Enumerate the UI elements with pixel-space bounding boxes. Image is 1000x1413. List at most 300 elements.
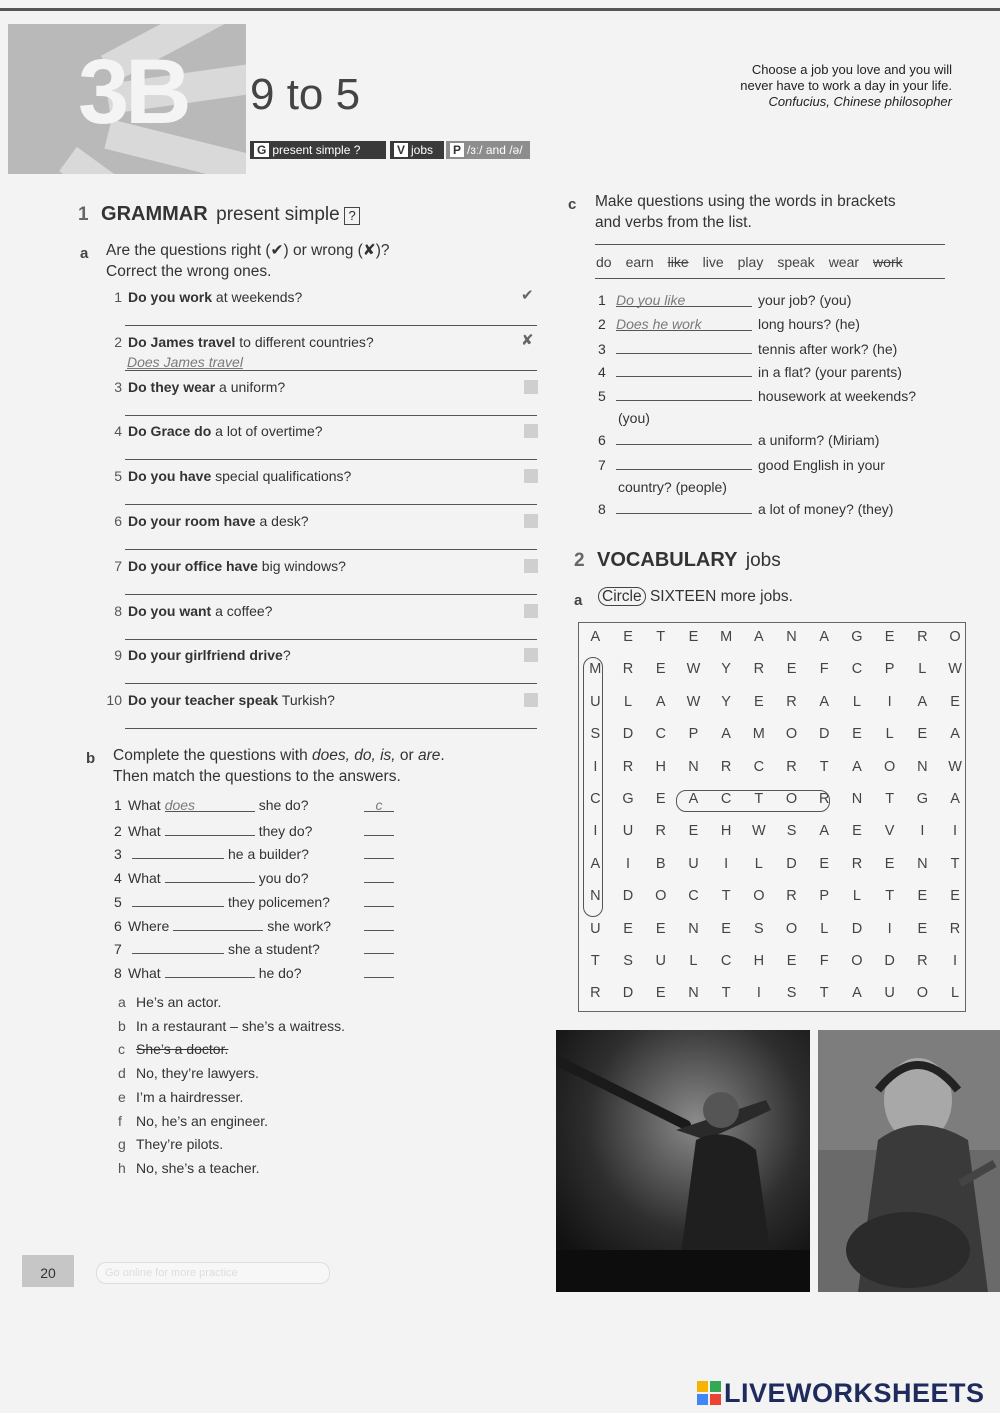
option-letter: d <box>118 1065 126 1082</box>
handwritten-answer: Does he work <box>616 316 702 332</box>
grid-letter[interactable]: R <box>720 758 732 775</box>
option-letter: h <box>118 1159 126 1176</box>
question-item <box>598 339 897 357</box>
grid-letter[interactable]: L <box>852 693 861 710</box>
exercise-1a-instructions: Are the questions right (✔) or wrong (✘)? Correct the wrong ones. <box>106 242 390 280</box>
question-item <box>114 892 330 910</box>
grid-letter[interactable]: A <box>852 758 862 775</box>
grid-letter[interactable]: R <box>655 823 666 840</box>
answer-line[interactable] <box>125 370 537 371</box>
section1-heading <box>78 203 360 226</box>
grid-letter[interactable]: E <box>884 629 895 645</box>
unit-number: 3B <box>78 41 188 143</box>
grid-letter[interactable]: E <box>950 888 960 905</box>
grid-letter[interactable]: E <box>688 823 699 840</box>
grid-letter[interactable]: E <box>655 661 666 678</box>
checkbox[interactable] <box>524 559 538 573</box>
grid-letter[interactable]: D <box>786 855 797 872</box>
checkbox[interactable] <box>524 424 538 438</box>
handwritten-answer: Do you like <box>616 292 686 308</box>
exercise-1c-instructions: Make questions using the words in brackets and verbs from the list. <box>595 193 896 231</box>
match-blank[interactable] <box>364 821 394 836</box>
grid-letter[interactable]: E <box>917 888 928 905</box>
item-number: 6 <box>598 432 606 448</box>
match-blank[interactable] <box>364 963 394 978</box>
grid-letter[interactable]: T <box>656 629 666 645</box>
question-item <box>598 386 916 404</box>
grid-letter[interactable]: E <box>623 920 633 937</box>
grid-letter[interactable]: O <box>949 629 961 645</box>
grid-letter[interactable]: N <box>786 629 797 645</box>
grid-letter[interactable]: N <box>688 758 699 775</box>
grid-letter[interactable]: Y <box>721 661 731 678</box>
grid-letter[interactable]: C <box>851 661 863 678</box>
grid-letter[interactable]: D <box>884 953 895 969</box>
grid-letter[interactable]: E <box>852 726 862 743</box>
option-text: He’s an actor. <box>136 994 222 1010</box>
answer-option <box>118 1089 243 1105</box>
question-item <box>114 939 320 957</box>
question-end: they policemen? <box>228 893 330 910</box>
option-letter: f <box>118 1112 122 1129</box>
verb-word: live <box>702 254 724 270</box>
grid-letter[interactable]: W <box>752 823 766 840</box>
option-letter: a <box>118 994 126 1010</box>
question-rest: a coffee? <box>211 602 273 619</box>
grid-letter[interactable]: R <box>917 629 928 645</box>
verb-word: play <box>737 254 764 270</box>
grid-letter[interactable]: I <box>593 758 598 775</box>
answer-option <box>118 1018 345 1034</box>
grid-letter[interactable]: S <box>754 920 764 937</box>
grid-letter[interactable]: A <box>950 726 960 743</box>
question-end: she do? <box>258 797 309 813</box>
question-continuation: (you) <box>618 410 650 426</box>
grid-letter[interactable]: E <box>786 953 797 969</box>
question-rest: long hours? (he) <box>758 316 860 332</box>
option-text: They’re pilots. <box>136 1136 224 1153</box>
exercise-letter: a <box>80 245 89 262</box>
grid-letter[interactable]: H <box>753 953 765 969</box>
answer-blank[interactable] <box>616 455 752 470</box>
answer-blank[interactable] <box>616 430 752 445</box>
grid-letter[interactable]: E <box>721 920 731 937</box>
answer-blank[interactable] <box>616 316 752 331</box>
question-item <box>598 316 860 332</box>
grid-letter[interactable]: L <box>918 661 927 678</box>
question-rest: a desk? <box>255 513 309 529</box>
grid-letter[interactable]: P <box>688 726 699 743</box>
grid-letter[interactable]: A <box>655 693 666 710</box>
grid-letter[interactable]: L <box>623 693 633 710</box>
answer-blank[interactable] <box>616 292 752 307</box>
grid-letter[interactable]: E <box>786 661 797 678</box>
grid-letter[interactable]: Y <box>721 693 731 710</box>
grid-letter[interactable]: L <box>950 985 960 1002</box>
verb-word: work <box>873 254 903 270</box>
grid-letter[interactable]: S <box>786 823 797 840</box>
grid-letter[interactable]: G <box>851 629 863 645</box>
question-end: you do? <box>258 870 309 887</box>
question-bold-part: Do your teacher speak <box>128 692 279 709</box>
grid-letter[interactable]: A <box>819 823 830 840</box>
answer-line[interactable] <box>125 639 537 640</box>
mark-icon: ✘ <box>521 331 534 349</box>
grid-letter[interactable]: C <box>688 888 699 905</box>
grid-letter[interactable]: V <box>884 823 895 840</box>
item-number: 7 <box>114 941 122 958</box>
item-number: 5 <box>114 468 122 485</box>
grid-letter[interactable]: O <box>851 953 863 969</box>
item-number: 9 <box>114 647 122 664</box>
tag-vocabulary: V jobs <box>390 141 444 159</box>
section-title: VOCABULARY <box>597 549 738 571</box>
grid-letter[interactable]: T <box>721 888 731 905</box>
grid-letter[interactable]: O <box>916 985 928 1002</box>
question-start: What <box>128 964 161 981</box>
answer-line[interactable] <box>125 504 537 505</box>
grid-letter[interactable]: H <box>720 823 732 840</box>
grid-letter[interactable]: C <box>720 953 732 969</box>
question-bold-part: Do you want <box>128 602 212 619</box>
answer-blank[interactable] <box>616 499 752 514</box>
answer-blank[interactable] <box>132 892 224 907</box>
grid-letter[interactable]: C <box>590 791 601 807</box>
answer-blank[interactable] <box>165 868 255 883</box>
answer-circle-musician <box>583 657 603 917</box>
grid-letter[interactable]: D <box>818 726 830 743</box>
checkbox[interactable] <box>524 469 538 483</box>
option-letter: g <box>118 1136 126 1153</box>
question-item <box>598 499 893 517</box>
checkbox[interactable] <box>524 604 538 618</box>
grid-letter[interactable]: U <box>590 920 601 937</box>
question-item <box>114 821 312 839</box>
grid-letter[interactable]: O <box>884 758 896 775</box>
grid-letter[interactable]: R <box>949 920 961 937</box>
item-number: 6 <box>114 917 122 934</box>
question-item <box>114 844 309 862</box>
answer-line[interactable] <box>125 325 537 326</box>
exercise-letter: a <box>574 592 583 609</box>
grid-letter[interactable]: N <box>917 855 928 872</box>
mark-icon: ✔ <box>521 287 534 304</box>
item-number: 5 <box>114 893 122 910</box>
grid-letter[interactable]: O <box>785 726 798 743</box>
grid-letter[interactable]: A <box>917 693 928 710</box>
grid-letter[interactable]: O <box>753 888 765 905</box>
grid-letter[interactable]: A <box>819 629 830 645</box>
answer-blank[interactable] <box>616 386 752 401</box>
match-blank[interactable] <box>364 939 394 954</box>
tag-grammar: G present simple ? <box>250 141 386 159</box>
verb-word: wear <box>828 254 860 270</box>
top-rule <box>0 8 1000 11</box>
answer-blank[interactable] <box>165 963 255 978</box>
question-continuation: country? (people) <box>618 479 727 495</box>
grid-letter[interactable]: M <box>720 629 733 645</box>
grid-letter[interactable]: U <box>622 823 634 840</box>
grid-letter[interactable]: N <box>917 758 928 775</box>
grid-letter[interactable]: E <box>819 855 830 872</box>
grid-letter[interactable]: T <box>950 855 960 872</box>
grid-letter[interactable]: D <box>622 888 634 905</box>
question-start: What <box>128 797 161 813</box>
exercise-1b-instructions: Complete the questions with does, do, is, or are. Then match the questions to the answers. <box>113 747 445 785</box>
answer-circle-actor <box>676 790 830 812</box>
question-item <box>100 647 291 663</box>
checkbox[interactable] <box>524 648 538 662</box>
verb-list <box>596 254 917 270</box>
grid-letter[interactable]: O <box>785 920 798 937</box>
grid-letter[interactable]: C <box>655 726 666 743</box>
question-start: What <box>128 822 161 839</box>
grid-letter[interactable]: E <box>688 629 699 645</box>
question-end: they do? <box>258 822 313 839</box>
grid-letter[interactable]: P <box>819 888 830 905</box>
verb-word: like <box>667 254 689 270</box>
section2-heading <box>574 549 781 572</box>
grid-letter[interactable]: A <box>721 726 731 743</box>
answer-line[interactable] <box>125 683 537 684</box>
grid-letter[interactable]: T <box>754 791 764 807</box>
answer-blank[interactable] <box>173 916 263 931</box>
grid-letter[interactable]: C <box>753 758 765 775</box>
grid-letter[interactable]: A <box>852 985 862 1002</box>
handwritten-answer: does <box>164 797 196 813</box>
question-rest: a lot of overtime? <box>211 423 323 440</box>
grid-letter[interactable]: H <box>655 758 666 775</box>
grid-letter[interactable]: W <box>686 693 701 710</box>
grid-letter[interactable]: I <box>724 855 729 872</box>
grid-letter[interactable]: R <box>590 985 601 1002</box>
exercise-2a-instructions: Circle SIXTEEN more jobs. <box>598 586 793 607</box>
item-number: 6 <box>114 513 122 529</box>
question-item <box>598 362 902 380</box>
grid-letter[interactable]: A <box>688 791 699 807</box>
grid-letter[interactable]: R <box>851 855 863 872</box>
grid-letter[interactable]: E <box>623 629 633 645</box>
grid-letter[interactable]: A <box>819 693 830 710</box>
section-number: 2 <box>574 550 585 571</box>
liveworksheets-logo-icon <box>697 1381 721 1405</box>
option-text: No, she’s a teacher. <box>136 1159 260 1176</box>
grid-letter[interactable]: I <box>920 823 925 840</box>
grid-letter[interactable]: I <box>887 693 892 710</box>
grid-letter[interactable]: M <box>589 661 602 678</box>
item-number: 3 <box>114 378 122 395</box>
answer-blank[interactable] <box>132 939 224 954</box>
grid-letter[interactable]: T <box>885 888 895 905</box>
grid-letter[interactable]: E <box>655 920 666 937</box>
answer-blank[interactable] <box>616 339 752 354</box>
question-bold-part: Do your office have <box>128 557 258 574</box>
grid-letter[interactable]: I <box>953 823 958 840</box>
grid-letter[interactable]: A <box>950 791 960 807</box>
question-item <box>100 423 323 439</box>
item-number: 4 <box>114 423 122 440</box>
question-end: he a builder? <box>228 846 309 863</box>
grid-letter[interactable]: N <box>688 920 699 937</box>
grid-letter[interactable]: U <box>590 693 601 710</box>
grid-letter[interactable]: L <box>852 888 861 905</box>
answer-line[interactable] <box>125 728 537 729</box>
question-rest: big windows? <box>257 557 346 574</box>
question-bold-part: Do James travel <box>128 333 236 350</box>
grid-letter[interactable]: E <box>884 855 895 872</box>
grid-letter[interactable]: S <box>623 953 633 969</box>
exercise-letter: c <box>568 196 577 213</box>
answer-blank[interactable] <box>165 797 255 812</box>
answer-option <box>118 1136 223 1152</box>
grid-letter[interactable]: F <box>819 661 829 678</box>
grid-letter[interactable]: D <box>622 985 634 1002</box>
grid-letter[interactable]: R <box>622 758 634 775</box>
question-rest: a uniform? <box>215 378 286 395</box>
answer-blank[interactable] <box>132 844 224 859</box>
grid-letter[interactable]: L <box>820 920 829 937</box>
grid-letter[interactable]: R <box>622 661 634 678</box>
checkbox[interactable] <box>524 380 538 394</box>
checkbox[interactable] <box>524 514 538 528</box>
item-number: 4 <box>598 364 606 380</box>
grid-letter[interactable]: W <box>948 661 962 678</box>
grid-letter[interactable]: S <box>786 985 797 1002</box>
grid-letter[interactable]: T <box>885 791 895 807</box>
match-blank[interactable] <box>364 868 394 883</box>
match-blank[interactable] <box>364 797 394 812</box>
grid-letter[interactable]: F <box>819 953 829 969</box>
quote-line: Choose a job you love and you will <box>751 62 952 77</box>
grid-letter[interactable]: L <box>885 726 894 743</box>
grid-letter[interactable]: E <box>950 693 960 710</box>
grid-letter[interactable]: R <box>818 791 830 807</box>
grid-letter[interactable]: R <box>753 661 765 678</box>
checkbox[interactable] <box>524 693 538 707</box>
grid-letter[interactable]: L <box>689 953 698 969</box>
handwritten-answer: Does James travel <box>127 353 243 370</box>
question-item <box>100 334 374 350</box>
question-rest: a uniform? (Miriam) <box>758 432 880 448</box>
match-blank[interactable] <box>364 916 394 931</box>
question-rest: your job? (you) <box>758 292 852 308</box>
grid-letter[interactable]: I <box>756 985 761 1002</box>
section-number: 1 <box>78 204 89 225</box>
grid-letter[interactable]: O <box>655 888 667 905</box>
grid-letter[interactable]: R <box>786 693 797 710</box>
grid-letter[interactable]: S <box>590 726 601 743</box>
grid-letter[interactable]: U <box>655 953 666 969</box>
answer-option <box>118 1041 228 1057</box>
handwritten-match: c <box>375 797 383 813</box>
question-rest: ? <box>282 647 291 664</box>
item-number: 5 <box>598 388 606 404</box>
section-title: GRAMMAR <box>101 203 208 225</box>
question-rest: in a flat? (your parents) <box>758 364 902 380</box>
grid-letter[interactable]: T <box>819 985 829 1002</box>
grid-letter[interactable]: N <box>851 791 863 807</box>
grid-letter[interactable]: G <box>916 791 928 807</box>
grid-letter[interactable]: I <box>626 855 631 872</box>
match-blank[interactable] <box>364 892 394 907</box>
grid-letter[interactable]: M <box>752 726 765 743</box>
tag-pronunciation: P /ɜː/ and /ə/ <box>446 141 530 159</box>
match-blank[interactable] <box>364 844 394 859</box>
question-rest: special qualifications? <box>211 468 352 485</box>
verb-box-bottom <box>595 278 945 279</box>
grid-letter[interactable]: G <box>622 791 634 807</box>
grid-letter[interactable]: C <box>720 791 732 807</box>
item-number: 7 <box>114 557 122 574</box>
item-number: 2 <box>598 316 606 332</box>
answer-line[interactable] <box>125 459 537 460</box>
grid-letter[interactable]: D <box>851 920 863 937</box>
online-practice-link[interactable]: Go online for more practice <box>96 1262 330 1284</box>
grid-letter[interactable]: A <box>754 629 764 645</box>
grid-letter[interactable]: I <box>953 953 958 969</box>
grid-letter[interactable]: E <box>852 823 862 840</box>
grid-letter[interactable]: U <box>688 855 699 872</box>
option-letter: b <box>118 1017 126 1034</box>
grid-letter[interactable]: R <box>917 953 928 969</box>
question-bold-part: Do Grace do <box>128 423 212 440</box>
grid-letter[interactable]: T <box>819 758 829 775</box>
item-number: 8 <box>598 501 606 517</box>
grid-letter[interactable]: A <box>590 855 601 872</box>
answer-blank[interactable] <box>616 362 752 377</box>
grid-letter[interactable]: D <box>622 726 634 743</box>
answer-blank[interactable] <box>165 821 255 836</box>
grid-letter[interactable]: B <box>655 855 666 872</box>
answer-line[interactable] <box>125 415 537 416</box>
grid-letter[interactable]: N <box>590 888 601 905</box>
grid-letter[interactable]: T <box>590 953 600 969</box>
grid-letter[interactable]: P <box>884 661 895 678</box>
word-search-grid <box>578 622 966 1012</box>
answer-line[interactable] <box>125 594 537 595</box>
grid-letter[interactable]: E <box>754 693 764 710</box>
option-text: I’m a hairdresser. <box>136 1088 244 1105</box>
grid-letter[interactable]: U <box>884 985 895 1002</box>
answer-option <box>118 1113 268 1129</box>
question-bold-part: Do you work <box>128 289 213 305</box>
grid-letter[interactable]: W <box>686 661 701 678</box>
option-text: No, he’s an engineer. <box>136 1112 269 1129</box>
question-item <box>100 379 285 395</box>
section-subtitle: jobs <box>745 550 781 571</box>
grid-letter[interactable]: I <box>887 920 892 937</box>
item-number: 1 <box>598 292 606 308</box>
grid-letter[interactable]: E <box>917 726 928 743</box>
question-bold-part: Do your room have <box>128 513 256 529</box>
grid-letter[interactable]: A <box>590 629 601 645</box>
question-bold-part: Do your girlfriend drive <box>128 647 283 664</box>
question-item <box>114 963 302 981</box>
grid-letter[interactable]: E <box>917 920 928 937</box>
grid-letter[interactable]: L <box>754 855 763 872</box>
grid-letter[interactable]: N <box>688 985 699 1002</box>
answer-line[interactable] <box>125 549 537 550</box>
grid-letter[interactable]: O <box>785 791 798 807</box>
grid-letter[interactable]: E <box>655 791 666 807</box>
grid-letter[interactable]: E <box>655 985 666 1002</box>
grid-letter[interactable]: I <box>593 823 598 840</box>
question-rest: tennis after work? (he) <box>758 341 898 357</box>
grid-letter[interactable]: R <box>786 758 797 775</box>
grid-letter[interactable]: T <box>721 985 731 1002</box>
grid-letter[interactable]: R <box>786 888 797 905</box>
grid-letter[interactable]: W <box>948 758 962 775</box>
